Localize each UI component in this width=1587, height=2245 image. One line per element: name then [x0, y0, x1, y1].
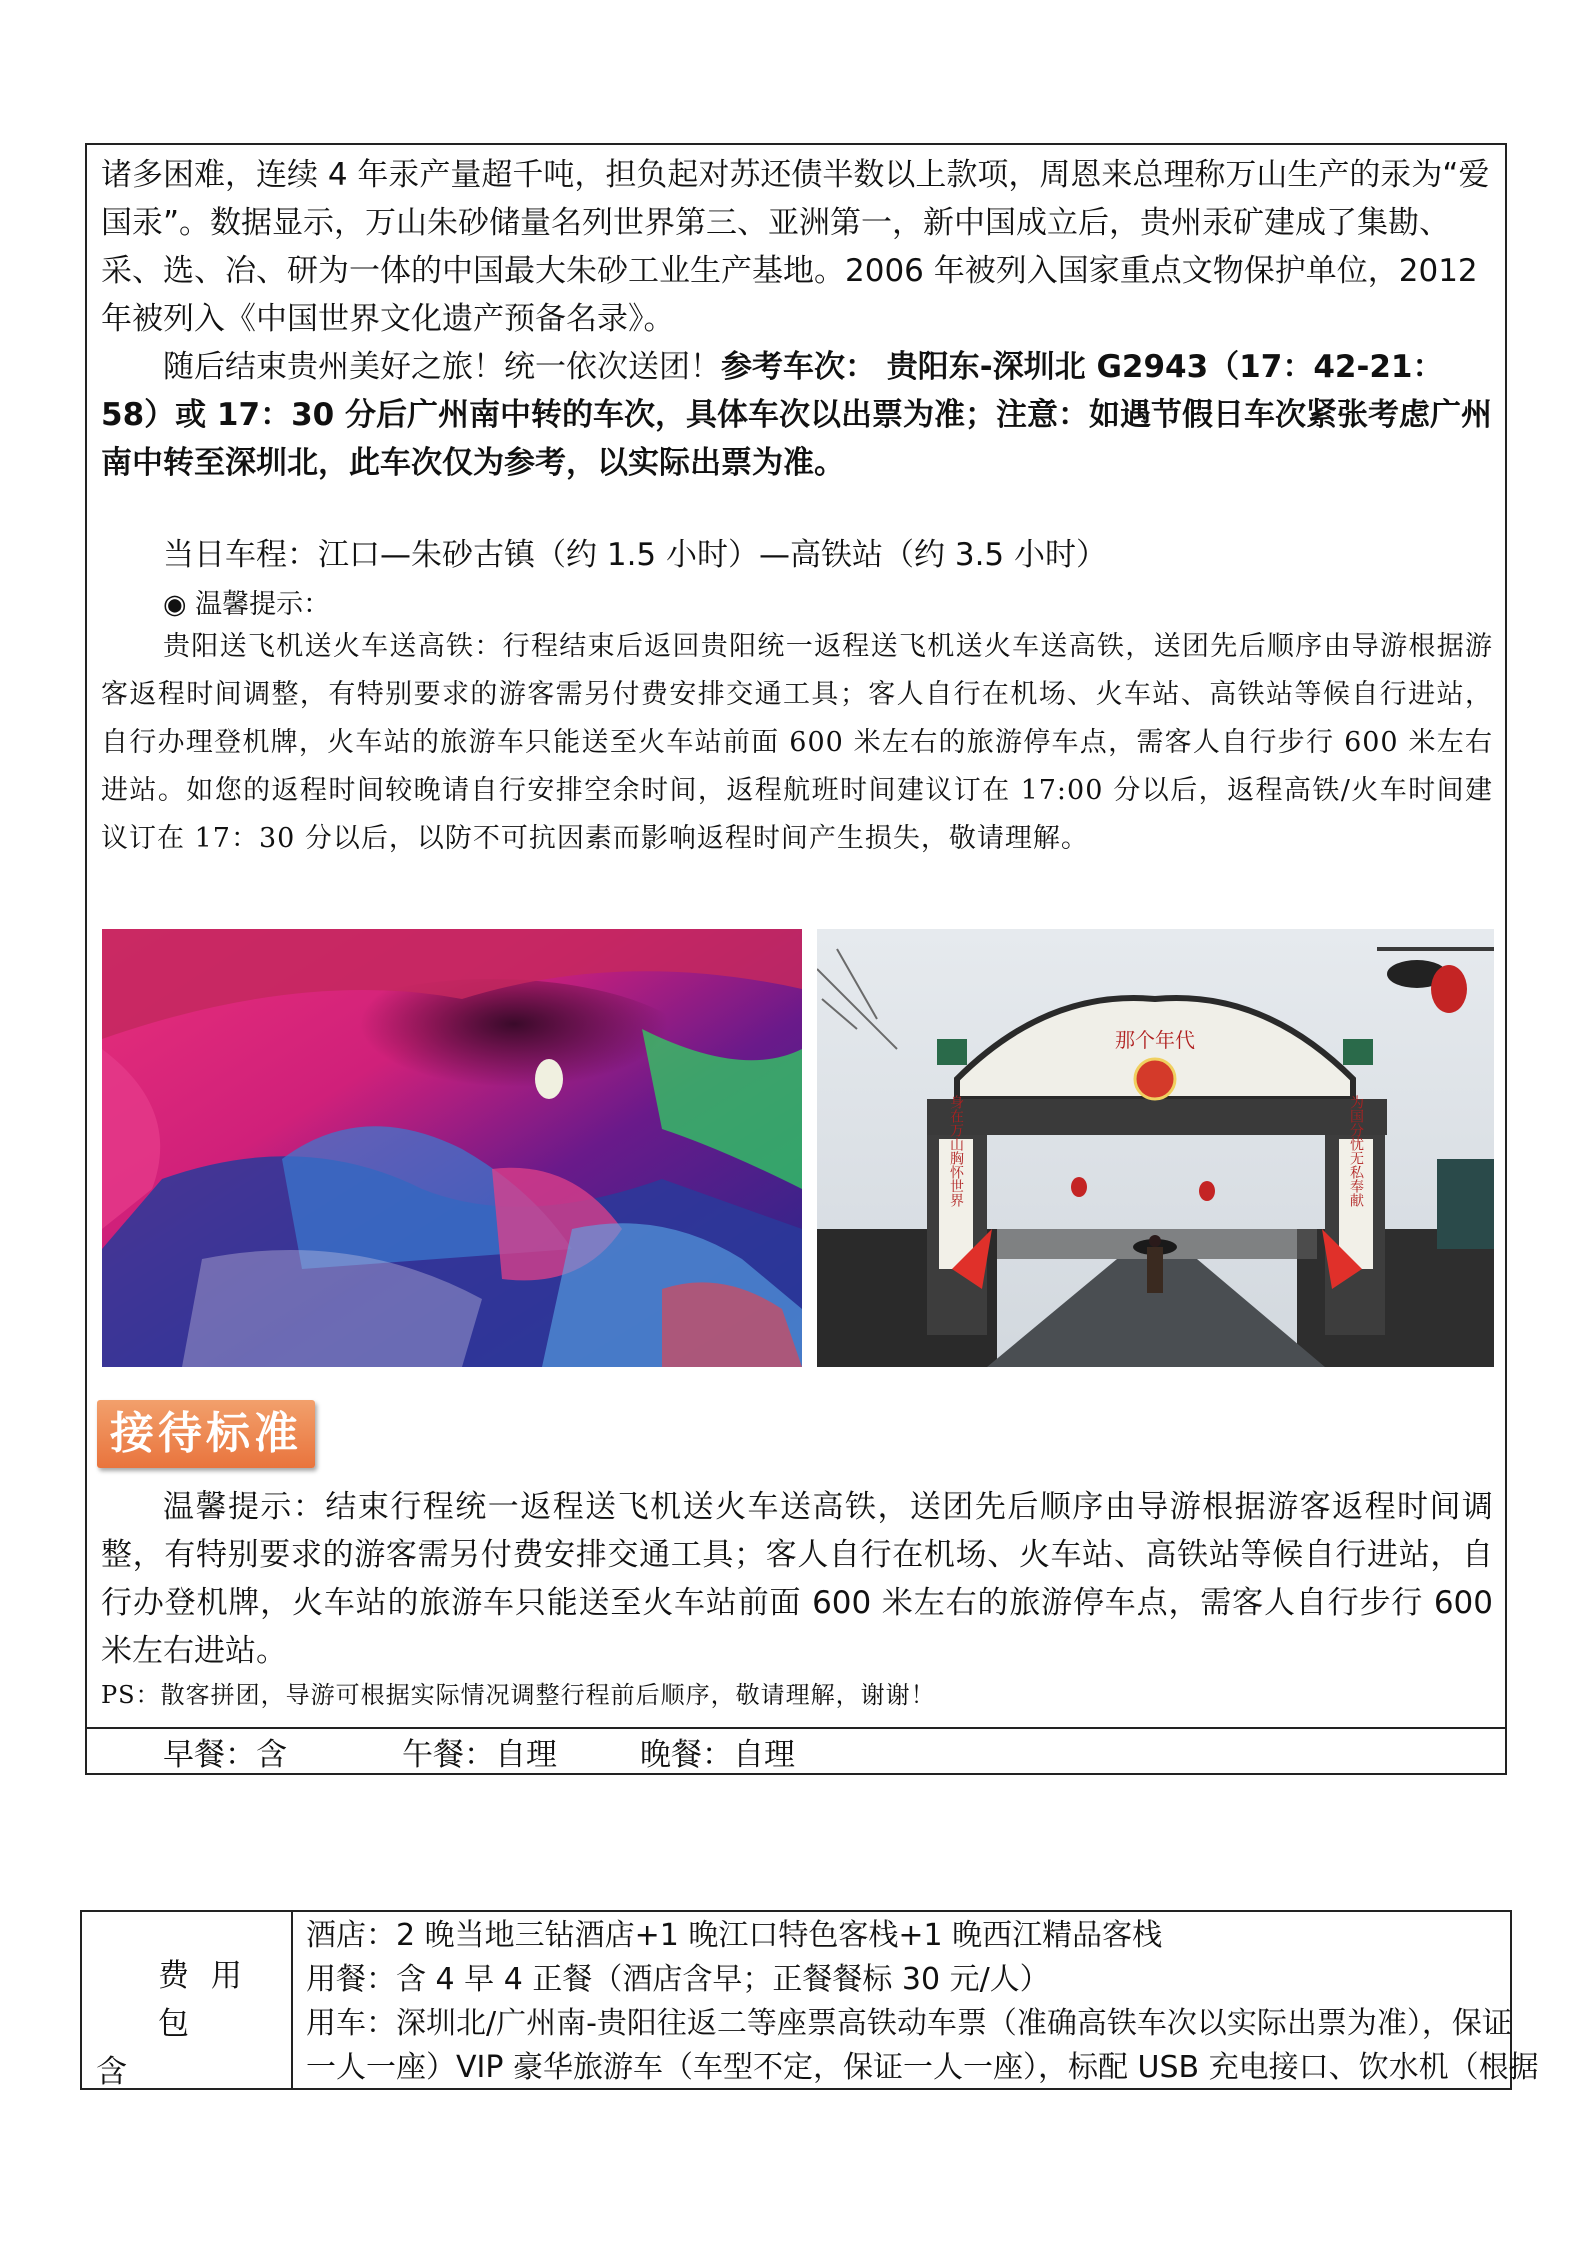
breakfast-info: 早餐：含	[163, 1737, 287, 1773]
fee-hotel: 酒店：2 晚当地三钻酒店+1 晚江口特色客栈+1 晚西江精品客栈	[306, 1918, 1163, 1953]
tip-body	[101, 623, 1493, 863]
dinner-info: 晚餐：自理	[640, 1737, 795, 1773]
meal-divider	[87, 1727, 1505, 1729]
tip-title: ◉ 温馨提示：	[163, 589, 331, 620]
gate-top-text: 那个年代	[1115, 1028, 1195, 1052]
day-route: 当日车程：江口—朱砂古镇（约 1.5 小时）—高铁站（约 3.5 小时）	[163, 537, 1108, 573]
reception-standard-badge: 接待标准	[97, 1400, 315, 1468]
fee-meals: 用餐：含 4 早 4 正餐（酒店含早；正餐餐标 30 元/人）	[306, 1962, 1050, 1997]
train-reference: 参考车次： 贵阳东-深圳北 G2943（17：42-21：58）或 17：30 分后广州南中转的车次，具体车次以出票为准；注意：如遇节假日车次紧张考虑广州南中转至深圳北，此车次仅为参考，以实际出票为准。	[101, 349, 1492, 481]
fee-included-label	[96, 1952, 282, 2096]
return-train-paragraph	[101, 343, 1493, 487]
itinerary-day-box	[85, 143, 1507, 1775]
fee-transport-line2: 一人一座）VIP 豪华旅游车（车型不定，保证一人一座），标配 USB 充电接口、饮水机（根据	[306, 2050, 1539, 2085]
reception-tip-text: 温馨提示：结束行程统一返程送飞机送火车送高铁，送团先后顺序由导游根据游客返程时间调整，有特别要求的游客需另付费安排交通工具；客人自行在机场、火车站、高铁站等候自行进站，自行办登机牌，火车站的旅游车只能送至火车站前面 600 米左右的旅游停车点，需客人自行步行 600 米左右进站。	[101, 1489, 1493, 1669]
tip-body-text: 贵阳送飞机送火车送高铁：行程结束后返回贵阳统一返程送飞机送火车送高铁，送团先后顺序由导游根据游客返程时间调整，有特别要求的游客需另付费安排交通工具；客人自行在机场、火车站、高铁站等候自行进站，自行办理登机牌，火车站的旅游车只能送至火车站前面 600 米左右的旅游停车点，需客人自行步行 600 米左右进站。如您的返程时间较晚请自行安排空余时间，返程航班时间建议订在 17:00 分以后，返程高铁/火车时间建议订在 17：30 分以后，以防不可抗因素而影响返程时间产生损失，敬请理解。	[101, 631, 1493, 854]
fee-transport-line1: 用车：深圳北/广州南-贵阳往返二等座票高铁动车票（准确高铁车次以实际出票为准），保证	[306, 2006, 1512, 2041]
gate-right-text: 为国分忧无私奉献	[1348, 1095, 1364, 1207]
ps-note: PS：散客拼团，导游可根据实际情况调整行程前后顺序，敬请理解，谢谢！	[101, 1681, 936, 1709]
lunch-info: 午餐：自理	[402, 1737, 557, 1773]
return-text: 随后结束贵州美好之旅！统一依次送团！	[163, 349, 721, 385]
fee-table-divider	[291, 1912, 293, 2088]
fee-label-line1: 费 用 包	[158, 1958, 248, 2042]
wanshan-town-gate-photo	[817, 929, 1494, 1367]
wanshan-history-paragraph: 诸多困难，连续 4 年汞产量超千吨，担负起对苏还债半数以上款项，周恩来总理称万山生产的汞为“爱国汞”。数据显示，万山朱砂储量名列世界第三、亚洲第一，新中国成立后，贵州汞矿建成了集勘、采、选、冶、研为一体的中国最大朱砂工业生产基地。2006 年被列入国家重点文物保护单位，2012 年被列入《中国世界文化遗产预备名录》。	[101, 157, 1490, 337]
reception-tip-paragraph	[101, 1483, 1493, 1675]
fee-included-table	[80, 1910, 1539, 2090]
fee-included-content	[306, 1914, 1539, 2090]
cave-photo	[102, 929, 802, 1367]
fee-label-line2: 含	[96, 2054, 133, 2090]
gate-left-text: 身在万山胸怀世界	[948, 1095, 964, 1207]
